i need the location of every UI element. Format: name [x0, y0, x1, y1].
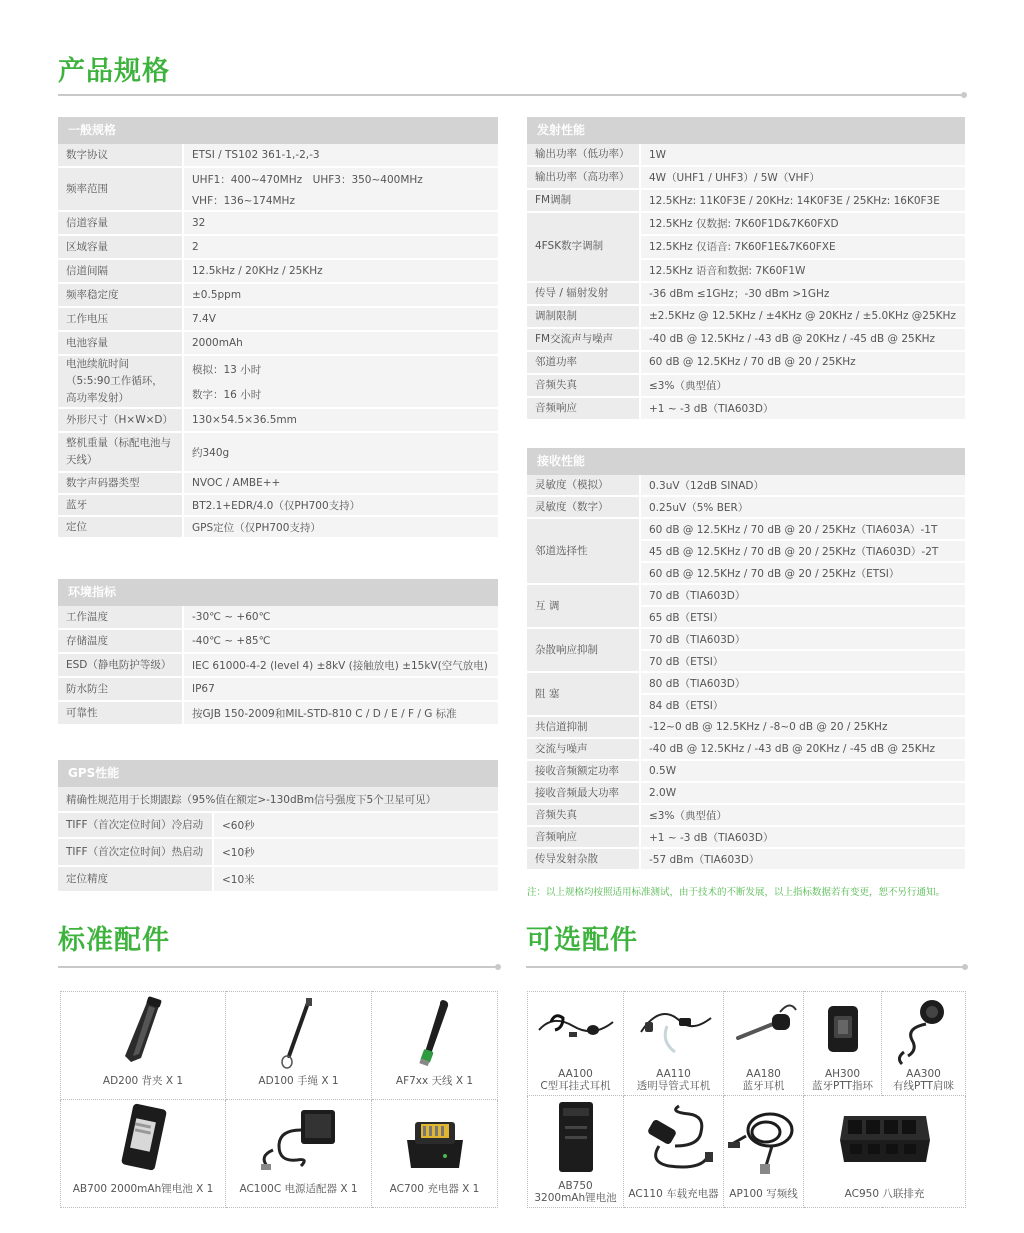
- spec-value: 0.3uV（12dB SINAD）: [641, 475, 965, 497]
- spec-title-rule: [58, 94, 964, 96]
- spec-value: GPS定位（仅PH700支持）: [184, 517, 498, 539]
- spec-value: -40℃ ~ +85℃: [184, 630, 498, 654]
- std-accessories-grid: [60, 991, 498, 1208]
- spec-key: 整机重量（标配电池与 天线）: [58, 433, 184, 473]
- spec-row: [527, 761, 965, 783]
- spec-key: 灵敏度（模拟）: [527, 475, 641, 497]
- rx-header: 接收性能: [527, 448, 965, 475]
- spec-row: [58, 332, 498, 356]
- spec-value: ≤3%（典型值）: [641, 375, 965, 398]
- spec-key: 频率范围: [58, 168, 184, 212]
- spec-row: [58, 787, 498, 813]
- spec-key: 传导发射杂散: [527, 849, 641, 871]
- spec-row: [527, 213, 965, 236]
- spec-key: 交流与噪声: [527, 739, 641, 761]
- spec-key: 区域容量: [58, 236, 184, 260]
- spec-value: <10秒: [214, 839, 498, 867]
- spec-key: 信道容量: [58, 212, 184, 236]
- hand-strap-icon: [259, 992, 339, 1072]
- spec-key: 阻 塞: [527, 673, 641, 717]
- spec-value: IEC 61000-4-2 (level 4) ±8kV (接触放电) ±15kV(空气放电): [184, 654, 498, 678]
- spec-value: BT2.1+EDR/4.0（仅PH700支持）: [184, 495, 498, 517]
- rx-spec-table: [527, 475, 965, 871]
- car-charger-icon: [629, 1096, 719, 1180]
- spec-row: [527, 717, 965, 739]
- spec-value: ≤3%（典型值）: [641, 805, 965, 827]
- spec-value: 模拟：13 小时: [184, 356, 498, 383]
- multi-charger-icon: [830, 1096, 940, 1180]
- spec-value: 84 dB（ETSI）: [641, 695, 965, 717]
- ptt-ring-icon: [808, 992, 878, 1068]
- spec-value: 2000mAh: [184, 332, 498, 356]
- spec-row: [58, 356, 498, 383]
- spec-key: 蓝牙: [58, 495, 184, 517]
- spec-footnote: 注：以上规格均按照适用标准测试，由于技术的不断发展，以上指标数据若有变更，恕不另行通知。: [527, 887, 946, 898]
- spec-value: 70 dB（ETSI）: [641, 651, 965, 673]
- spec-row: [527, 398, 965, 421]
- spec-value: <60秒: [214, 813, 498, 839]
- spec-row: [58, 260, 498, 284]
- spec-value: 0.25uV（5% BER）: [641, 497, 965, 519]
- general-spec-table: [58, 144, 498, 539]
- opt-accessory-ac110: AC110 车载充电器: [624, 1096, 724, 1208]
- spec-row: [58, 409, 498, 433]
- spec-row: [58, 867, 498, 893]
- spec-value: 12.5KHz 语音和数据: 7K60F1W: [641, 260, 965, 283]
- spec-row: [527, 629, 965, 651]
- spec-row: [527, 329, 965, 352]
- spec-key: ESD（静电防护等级）: [58, 654, 184, 678]
- spec-key: 存储温度: [58, 630, 184, 654]
- opt-accessory-ah300: AH300 蓝牙PTT指环: [804, 992, 882, 1096]
- spec-row: [58, 308, 498, 332]
- spec-row: [58, 813, 498, 839]
- spec-key: 频率稳定度: [58, 284, 184, 308]
- spec-title: 产品规格: [58, 56, 170, 87]
- std-accessory-ad200: AD200 背夹 X 1: [61, 992, 226, 1100]
- spec-value: 4W（UHF1 / UHF3）/ 5W（VHF）: [641, 167, 965, 190]
- spec-row: [58, 654, 498, 678]
- env-header: 环境指标: [58, 579, 498, 606]
- spec-row: [527, 306, 965, 329]
- std-title-rule: [58, 966, 498, 968]
- spec-key: 数字协议: [58, 144, 184, 168]
- spec-row: [58, 702, 498, 726]
- programming-cable-icon: [726, 1096, 802, 1180]
- spec-row: [58, 839, 498, 867]
- spec-row: [527, 849, 965, 871]
- spec-value: 7.4V: [184, 308, 498, 332]
- spec-value: +1 ~ -3 dB（TIA603D）: [641, 827, 965, 849]
- tx-spec-table: [527, 144, 965, 421]
- spec-key: 定位精度: [58, 867, 214, 893]
- spec-value: -12~0 dB @ 12.5KHz / -8~0 dB @ 20 / 25KHz: [641, 717, 965, 739]
- earhook-earpiece-icon: [533, 992, 619, 1068]
- spec-row: [58, 433, 498, 473]
- spec-key: TIFF（首次定位时间）冷启动: [58, 813, 214, 839]
- spec-key: 传导 / 辐射发射: [527, 283, 641, 306]
- antenna-icon: [395, 992, 475, 1072]
- spec-key: FM交流声与噪声: [527, 329, 641, 352]
- opt-accessories-grid: [527, 991, 966, 1208]
- spec-value: 45 dB @ 12.5KHz / 70 dB @ 20 / 25KHz（TIA603D）-2T: [641, 541, 965, 563]
- spec-key: FM调制: [527, 190, 641, 213]
- spec-key: 外形尺寸（H×W×D）: [58, 409, 184, 433]
- spec-row: [527, 475, 965, 497]
- opt-accessory-aa300: AA300 有线PTT肩咪: [882, 992, 966, 1096]
- spec-value: 0.5W: [641, 761, 965, 783]
- std-accessory-ac700: AC700 充电器 X 1: [372, 1100, 498, 1208]
- opt-accessory-ac950: AC950 八联排充: [804, 1096, 966, 1208]
- env-spec-table: [58, 606, 498, 726]
- spec-row: [58, 606, 498, 630]
- spec-row: [527, 352, 965, 375]
- battery-icon: [103, 1100, 183, 1180]
- spec-row: [527, 167, 965, 190]
- spec-value: IP67: [184, 678, 498, 702]
- spec-key: TIFF（首次定位时间）热启动: [58, 839, 214, 867]
- spec-key: 定位: [58, 517, 184, 539]
- spec-key: 音频失真: [527, 375, 641, 398]
- spec-value: 2: [184, 236, 498, 260]
- std-accessory-af7xx: AF7xx 天线 X 1: [372, 992, 498, 1100]
- spec-value: -57 dBm（TIA603D）: [641, 849, 965, 871]
- opt-accessory-ab750: AB750 3200mAh锂电池: [528, 1096, 624, 1208]
- spec-key: 输出功率（高功率）: [527, 167, 641, 190]
- spec-key: 杂散响应抑制: [527, 629, 641, 673]
- spec-row: [527, 144, 965, 167]
- spec-row: [527, 739, 965, 761]
- opt-title-rule: [526, 966, 965, 968]
- spec-row: [58, 630, 498, 654]
- spec-value: 12.5KHz: 11K0F3E / 20KHz: 14K0F3E / 25KHz: 16K0F3E: [641, 190, 965, 213]
- spec-value: 70 dB（TIA603D）: [641, 585, 965, 607]
- spec-row: [527, 190, 965, 213]
- opt-accessories-title: 可选配件: [526, 925, 638, 956]
- spec-key: 电池容量: [58, 332, 184, 356]
- spec-row: [58, 212, 498, 236]
- spec-value: ETSI / TS102 361-1,-2,-3: [184, 144, 498, 168]
- opt-accessory-aa180: AA180 蓝牙耳机: [724, 992, 804, 1096]
- spec-value: 数字：16 小时: [184, 383, 498, 410]
- spec-row: [58, 168, 498, 190]
- spec-value: 32: [184, 212, 498, 236]
- spec-value: ±2.5KHz @ 12.5KHz / ±4KHz @ 20KHz / ±5.0KHz @25KHz: [641, 306, 965, 329]
- spec-value: -36 dBm ≤1GHz；-30 dBm >1GHz: [641, 283, 965, 306]
- spec-value: -40 dB @ 12.5KHz / -43 dB @ 20KHz / -45 dB @ 25KHz: [641, 739, 965, 761]
- spec-value: 60 dB @ 12.5KHz / 70 dB @ 20 / 25KHz（ETSI）: [641, 563, 965, 585]
- opt-accessory-aa110: AA110 透明导管式耳机: [624, 992, 724, 1096]
- spec-key: 邻道选择性: [527, 519, 641, 585]
- spec-row: [527, 497, 965, 519]
- belt-clip-icon: [103, 992, 183, 1072]
- spec-key: 数字声码器类型: [58, 473, 184, 495]
- spec-key: 邻道功率: [527, 352, 641, 375]
- tx-header: 发射性能: [527, 117, 965, 144]
- speaker-mic-icon: [886, 992, 962, 1068]
- spec-value: +1 ~ -3 dB（TIA603D）: [641, 398, 965, 421]
- spec-value: 12.5kHz / 20KHz / 25KHz: [184, 260, 498, 284]
- spec-row: [58, 495, 498, 517]
- spec-key: 防水防尘: [58, 678, 184, 702]
- spec-row: [58, 473, 498, 495]
- spec-key: 互 调: [527, 585, 641, 629]
- spec-value: 12.5KHz 仅语音: 7K60F1E&7K60FXE: [641, 236, 965, 259]
- spec-key: 可靠性: [58, 702, 184, 726]
- spec-key: 输出功率（低功率）: [527, 144, 641, 167]
- spec-key: 4FSK数字调制: [527, 213, 641, 283]
- spec-value: 65 dB（ETSI）: [641, 607, 965, 629]
- spec-key: 音频响应: [527, 398, 641, 421]
- spec-value: 约340g: [184, 433, 498, 473]
- bluetooth-headset-icon: [726, 992, 802, 1068]
- spec-key: 信道间隔: [58, 260, 184, 284]
- spec-row: [58, 236, 498, 260]
- spec-key: 音频响应: [527, 827, 641, 849]
- std-accessory-ad100: AD100 手绳 X 1: [226, 992, 372, 1100]
- spec-row: [527, 783, 965, 805]
- spec-key: 接收音频额定功率: [527, 761, 641, 783]
- spec-value: 12.5KHz 仅数据: 7K60F1D&7K60FXD: [641, 213, 965, 236]
- spec-value: VHF：136~174MHz: [184, 190, 498, 212]
- spec-key: 灵敏度（数字）: [527, 497, 641, 519]
- spec-value: 2.0W: [641, 783, 965, 805]
- spec-value: 1W: [641, 144, 965, 167]
- spec-row: [58, 517, 498, 539]
- spec-value: UHF1：400~470MHz UHF3：350~400MHz: [184, 168, 498, 190]
- battery-icon: [541, 1096, 611, 1180]
- spec-value: ±0.5ppm: [184, 284, 498, 308]
- std-accessory-ac100c: AC100C 电源适配器 X 1: [226, 1100, 372, 1208]
- spec-key: 调制限制: [527, 306, 641, 329]
- spec-key: 电池续航时间 （5:5:90工作循环， 高功率发射）: [58, 356, 184, 409]
- spec-row: [527, 283, 965, 306]
- spec-value: 按GJB 150-2009和MIL-STD-810 C / D / E / F / G 标准: [184, 702, 498, 726]
- spec-key: 工作电压: [58, 308, 184, 332]
- spec-value: 60 dB @ 12.5KHz / 70 dB @ 20 / 25KHz: [641, 352, 965, 375]
- spec-row: [58, 144, 498, 168]
- spec-value: -30℃ ~ +60℃: [184, 606, 498, 630]
- spec-value: 130×54.5×36.5mm: [184, 409, 498, 433]
- spec-full-cell: 精确性规范用于长期跟踪（95%值在额定>-130dBm信号强度下5个卫星可见）: [58, 787, 498, 813]
- spec-key: 共信道抑制: [527, 717, 641, 739]
- gps-header: GPS性能: [58, 760, 498, 787]
- spec-value: 60 dB @ 12.5KHz / 70 dB @ 20 / 25KHz（TIA603A）-1T: [641, 519, 965, 541]
- spec-row: [527, 585, 965, 607]
- spec-value: 70 dB（TIA603D）: [641, 629, 965, 651]
- spec-row: [58, 678, 498, 702]
- spec-key: 音频失真: [527, 805, 641, 827]
- spec-row: [527, 375, 965, 398]
- opt-accessory-aa100: AA100 C型耳挂式耳机: [528, 992, 624, 1096]
- power-adapter-icon: [249, 1100, 349, 1180]
- spec-key: 工作温度: [58, 606, 184, 630]
- spec-value: 80 dB（TIA603D）: [641, 673, 965, 695]
- tube-earpiece-icon: [631, 992, 717, 1068]
- general-header: 一般规格: [58, 117, 498, 144]
- charger-icon: [395, 1100, 475, 1180]
- gps-spec-table: [58, 787, 498, 893]
- spec-row: [527, 519, 965, 541]
- spec-row: [527, 673, 965, 695]
- spec-row: [58, 284, 498, 308]
- spec-key: 接收音频最大功率: [527, 783, 641, 805]
- spec-row: [527, 827, 965, 849]
- spec-value: NVOC / AMBE++: [184, 473, 498, 495]
- spec-value: <10米: [214, 867, 498, 893]
- opt-accessory-ap100: AP100 写频线: [724, 1096, 804, 1208]
- spec-value: -40 dB @ 12.5KHz / -43 dB @ 20KHz / -45 dB @ 25KHz: [641, 329, 965, 352]
- std-accessories-title: 标准配件: [58, 925, 170, 956]
- spec-row: [527, 805, 965, 827]
- std-accessory-ab700: AB700 2000mAh锂电池 X 1: [61, 1100, 226, 1208]
